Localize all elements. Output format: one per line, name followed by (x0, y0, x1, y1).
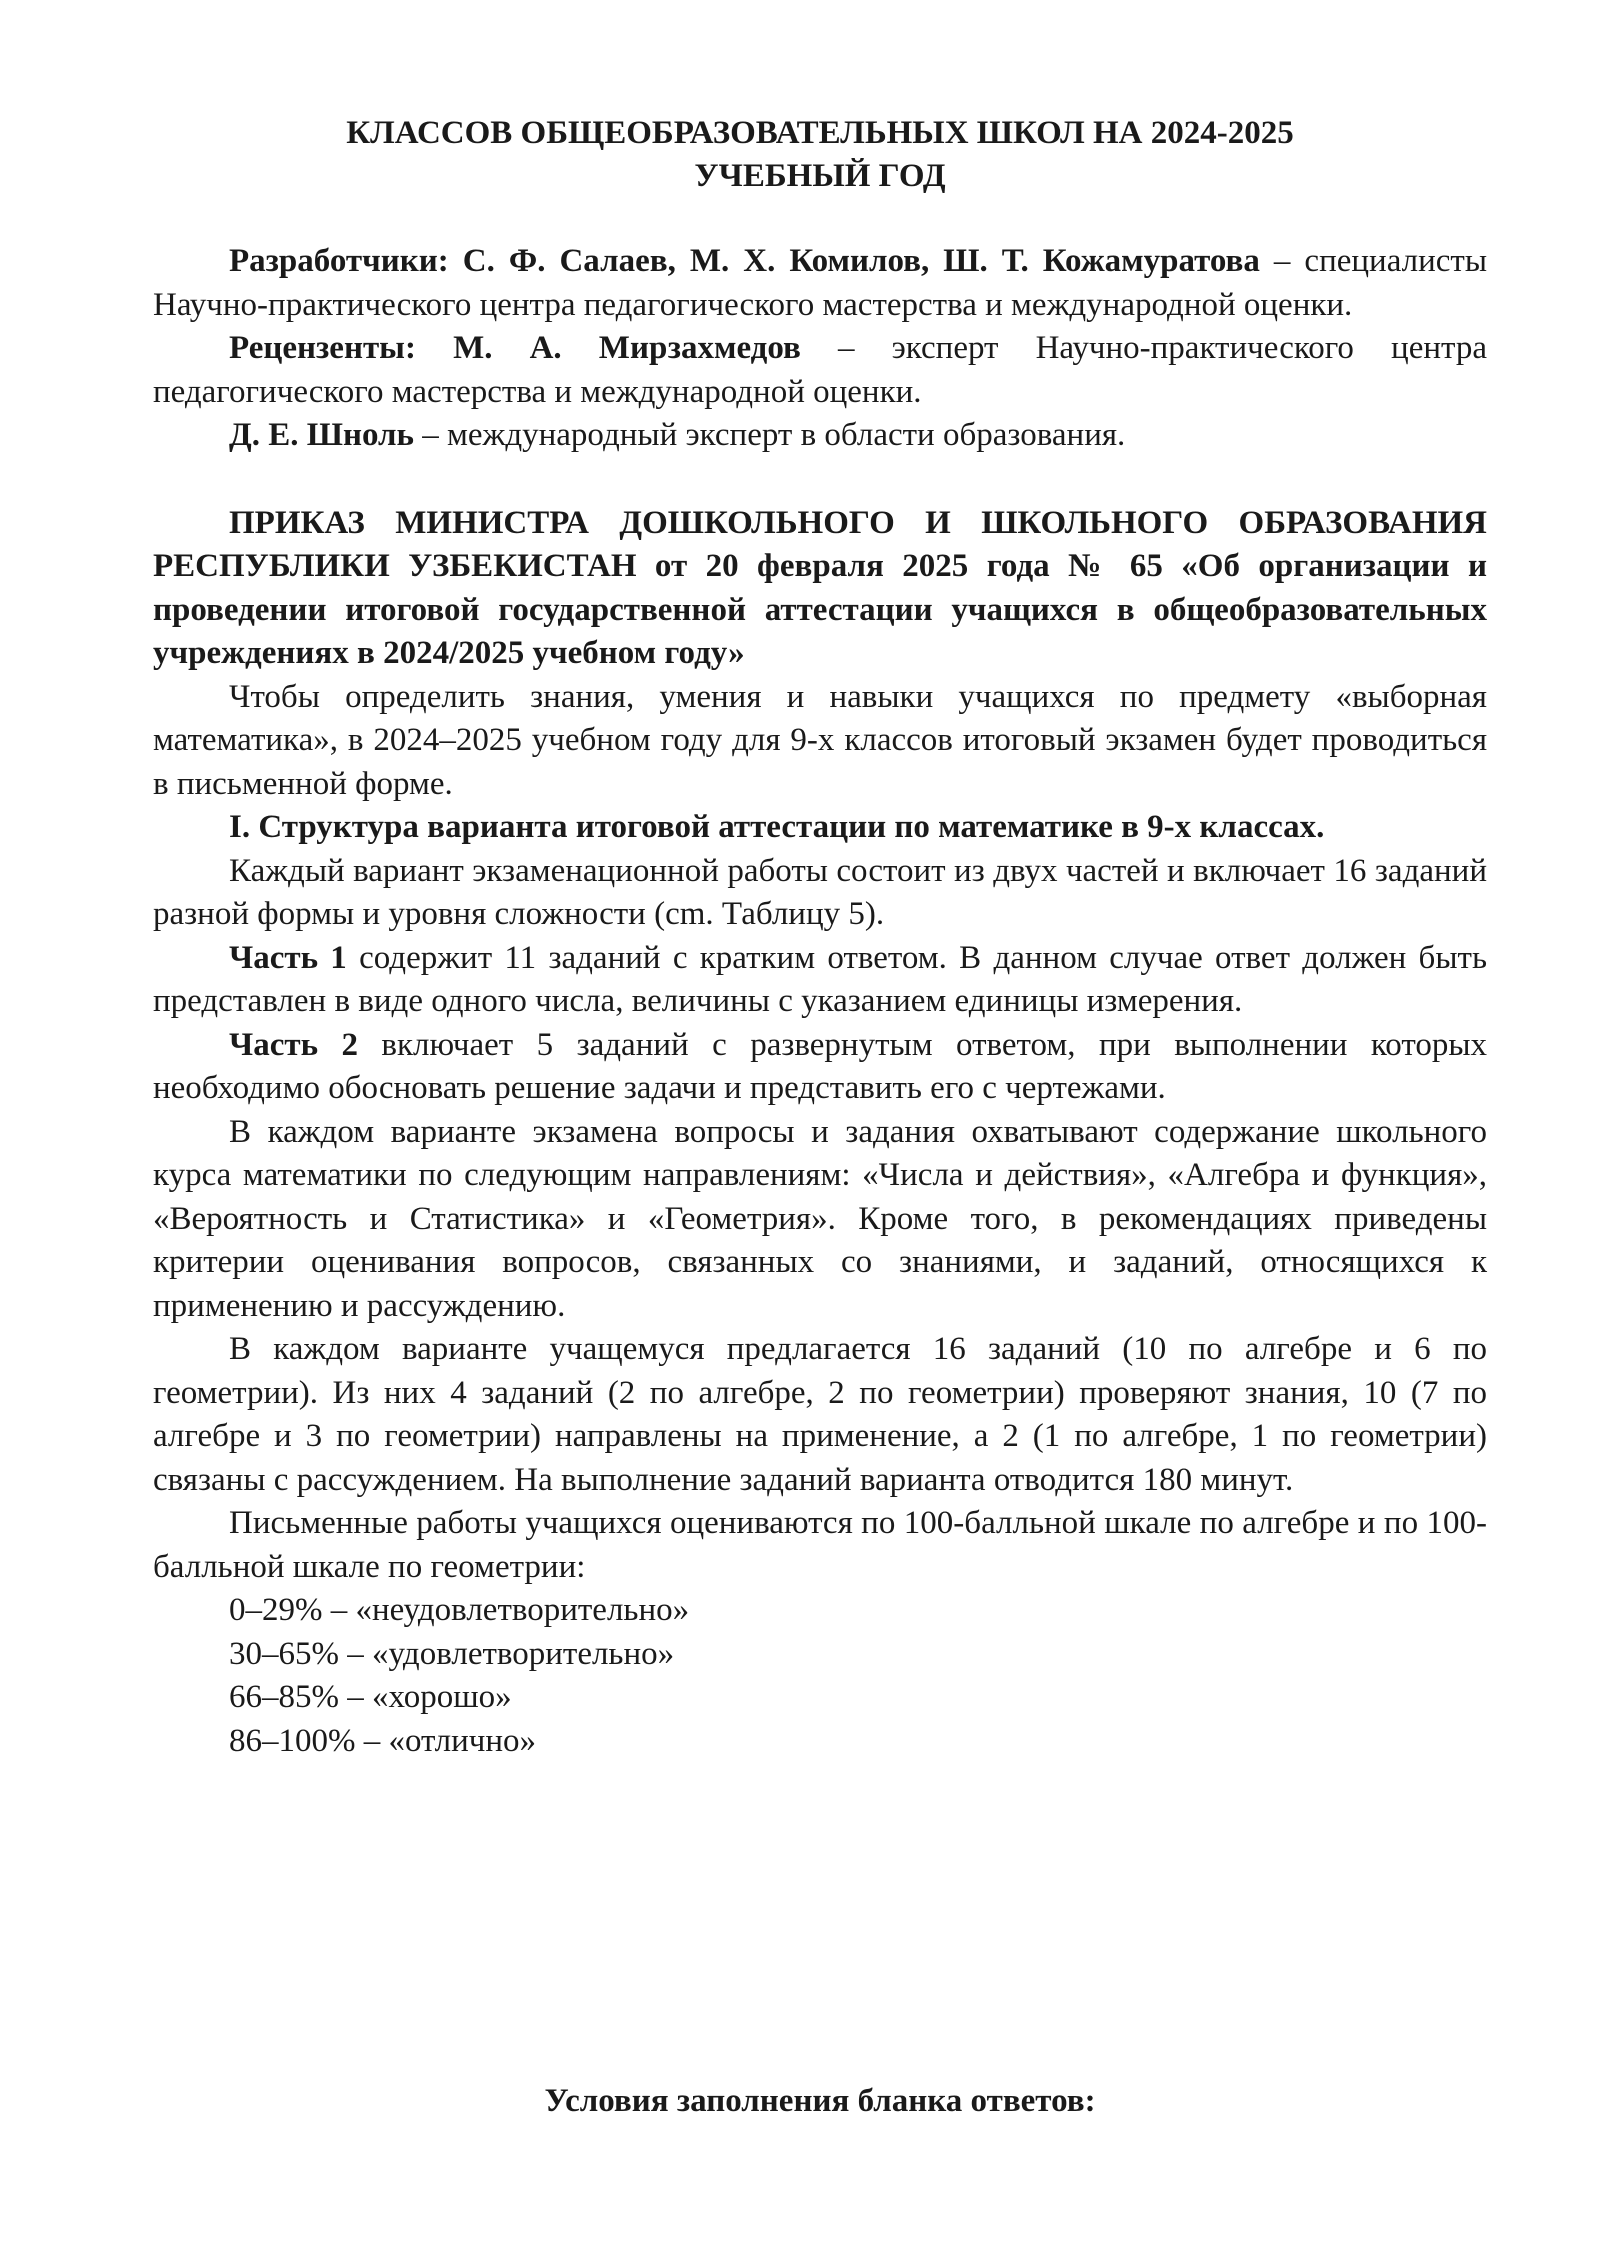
grade-item: 66–85% – «хорошо» (229, 1679, 512, 1715)
intro-paragraph: Чтобы определить знания, умения и навыки учащихся по предмету «выборная математика», в 2024–2025 учебном году для 9-х классов итоговый экзамен будет проводиться в письменной форме. (153, 678, 1487, 802)
part2-paragraph (153, 1024, 1487, 1111)
document-title-line1: КЛАССОВ ОБЩЕОБРАЗОВАТЕЛЬНЫХ ШКОЛ НА 2024-2025 (346, 115, 1294, 151)
reviewers-label: Рецензенты: М. А. Мирзахмедов (229, 330, 801, 366)
content-paragraph: В каждом варианте экзамена вопросы и задания охватывают содержание школьного курса математики по следующим направлениям: «Числа и действия», «Алгебра и функция», «Вероятность и Статистика» и «Геометрия». Кроме того, в рекомендациях приведены критерии оценивания вопросов, связанных со знаниями, и заданий, относящихся к применению и рассуждению. (153, 1113, 1487, 1324)
order-heading-text: ПРИКАЗ МИНИСТРА ДОШКОЛЬНОГО И ШКОЛЬНОГО ОБРАЗОВАНИЯ РЕСПУБЛИКИ УЗБЕКИСТАН от 20 февраля 2025 года № 65 «Об организации и проведении итоговой государственной аттестации учащихся в общеобразовательных учреждениях в 2024/2025 учебном году» (153, 504, 1487, 671)
part1-paragraph (153, 937, 1487, 1024)
section1-heading-text: I. Структура варианта итоговой аттестации по математике в 9-х классах. (229, 809, 1325, 845)
part2-text: включает 5 заданий с развернутым ответом, при выполнении которых необходимо обосновать решение задачи и представить его с чертежами. (153, 1026, 1487, 1106)
part1-text: содержит 11 заданий с кратким ответом. В данном случае ответ должен быть представлен в виде одного числа, величины с указанием единицы измерения. (153, 939, 1487, 1019)
reviewer2-paragraph (153, 414, 1487, 458)
grade-item: 0–29% – «неудовлетворительно» (229, 1592, 690, 1628)
reviewer2-label: Д. Е. Шноль (229, 417, 414, 453)
reviewers-paragraph (153, 327, 1487, 414)
developers-label: Разработчики: С. Ф. Салаев, М. Х. Комилов, Ш. Т. Кожамуратова (229, 243, 1260, 279)
order-heading (153, 502, 1487, 676)
document-title-line2: УЧЕБНЫЙ ГОД (694, 158, 946, 194)
answer-form-heading: Условия заполнения бланка ответов: (544, 2083, 1096, 2119)
part2-label: Часть 2 (229, 1026, 358, 1063)
reviewers-text: – эксперт Научно-практического центра педагогического мастерства и международной оценки. (153, 330, 1487, 410)
developers-text: – специалисты Научно-практического центра педагогического мастерства и международной оценки. (153, 243, 1487, 323)
part1-label: Часть 1 (229, 939, 347, 976)
document-page (153, 112, 1487, 1763)
grade-item: 30–65% – «удовлетворительно» (229, 1635, 675, 1672)
developers-paragraph (153, 240, 1487, 327)
tasks-paragraph: В каждом варианте учащемуся предлагается 16 заданий (10 по алгебре и 6 по геометрии). Из них 4 заданий (2 по алгебре, 2 по геометрии) проверяют знания, 10 (7 по алгебре и 3 по геометрии) направлены на применение, а 2 (1 по алгебре, 1 по геометрии) связаны с рассуждением. На выполнение заданий варианта отводится 180 минут. (153, 1331, 1487, 1498)
grade-scale-list (153, 1589, 1487, 1763)
structure-paragraph: Каждый вариант экзаменационной работы состоит из двух частей и включает 16 заданий разной формы и уровня сложности (cm. Таблицу 5). (153, 852, 1487, 932)
reviewer2-text: – международный эксперт в области образования. (414, 417, 1126, 453)
grading-paragraph: Письменные работы учащихся оцениваются по 100-балльной шкале по алгебре и по 100-балльной шкале по геометрии: (153, 1505, 1487, 1585)
grade-item: 86–100% – «отлично» (229, 1722, 537, 1759)
section1-heading (153, 806, 1487, 850)
